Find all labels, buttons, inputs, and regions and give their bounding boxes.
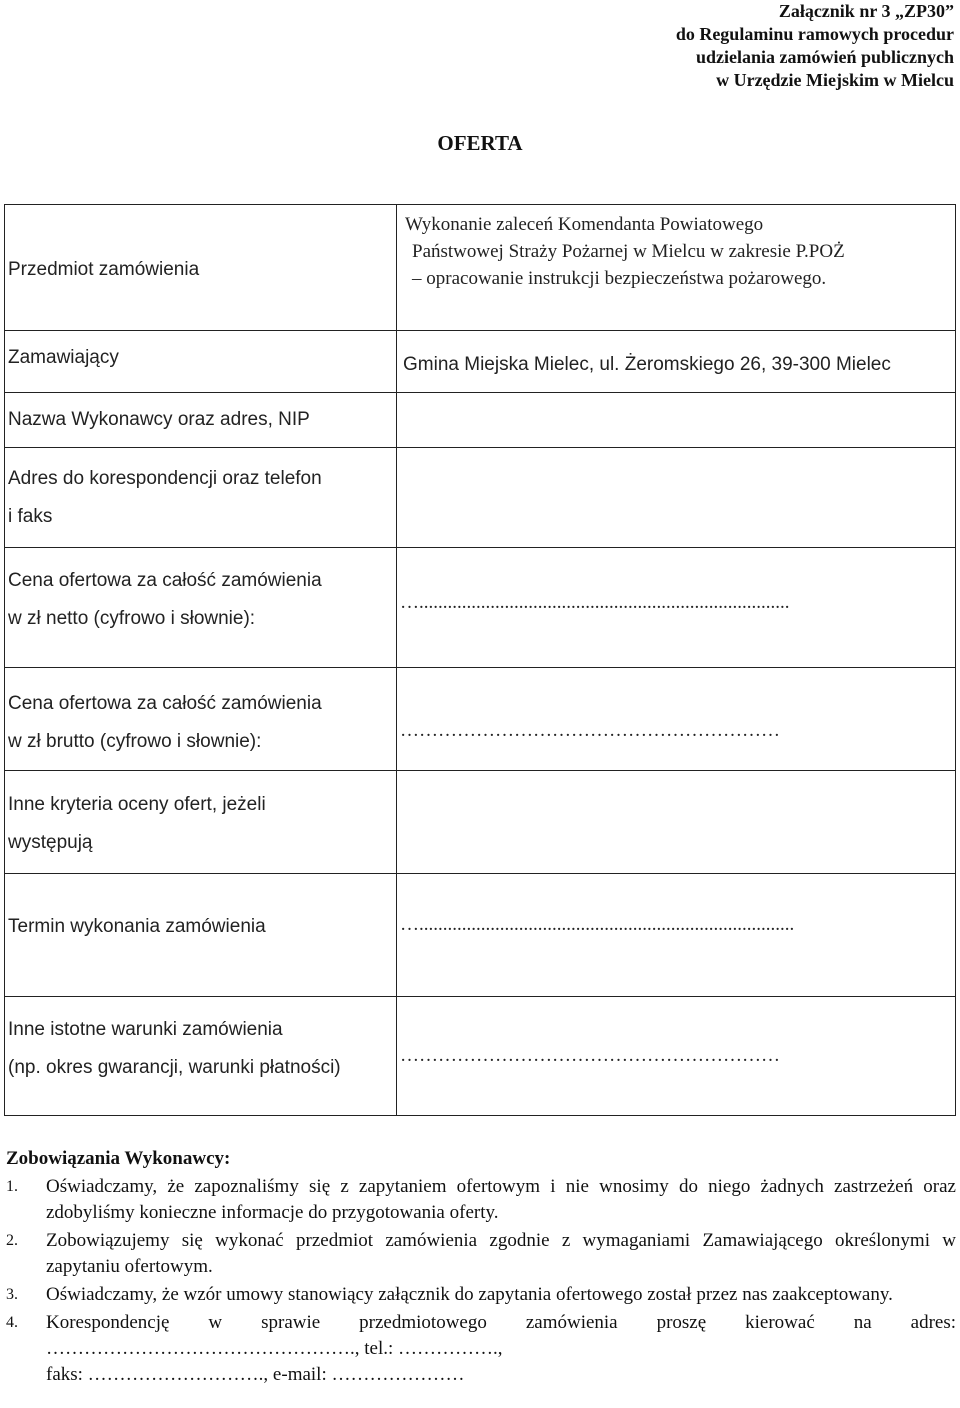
attachment-header-line4: w Urzędzie Miejskim w Mielcu (716, 70, 954, 90)
table-divider (4, 770, 955, 771)
list-item-number: 2. (6, 1232, 18, 1249)
list-item (6, 1282, 956, 1308)
gross-price-field[interactable]: …………………………………………………… (400, 720, 780, 741)
table-divider (4, 873, 955, 874)
page-title: OFERTA (437, 131, 523, 155)
net-price-label-line2: w zł netto (cyfrowo i słownie): (8, 608, 256, 629)
obligations-title: Zobowiązania Wykonawcy: (6, 1148, 231, 1169)
contractor-obligations (6, 1146, 956, 1388)
criteria-label (8, 786, 266, 862)
net-price-field[interactable]: ….............................................................................. (400, 592, 790, 613)
criteria-label-line1: Inne kryteria oceny ofert, jeżeli (8, 794, 266, 815)
table-divider (4, 447, 955, 448)
address-label-line2: i faks (8, 506, 53, 527)
address-label (8, 460, 322, 536)
conditions-label-line1: Inne istotne warunki zamówienia (8, 1019, 283, 1040)
list-item-number: 3. (6, 1286, 18, 1303)
conditions-label-line2: (np. okres gwarancji, warunki płatności) (8, 1057, 341, 1078)
list-item-text: Oświadczamy, że wzór umowy stanowiący załącznik do zapytania ofertowego został przez nas zaakceptowany. (46, 1284, 893, 1305)
conditions-label (8, 1011, 341, 1087)
list-item-number: 1. (6, 1178, 18, 1195)
list-item (6, 1174, 956, 1226)
deadline-label: Termin wykonania zamówienia (8, 916, 266, 937)
subject-value (405, 211, 950, 292)
subject-value-line2: Państwowej Straży Pożarnej w Mielcu w zakresie P.POŻ (412, 241, 845, 262)
table-border-left (4, 204, 5, 1116)
list-item (6, 1310, 956, 1388)
table-divider (4, 547, 955, 548)
list-item-text: Zobowiązujemy się wykonać przedmiot zamówienia zgodnie z wymaganiami Zamawiającego określonymi w zapytaniu ofertowym. (46, 1230, 956, 1277)
gross-price-label-line1: Cena ofertowa za całość zamówienia (8, 693, 322, 714)
gross-price-label (8, 685, 322, 761)
list-item-text (46, 1310, 956, 1388)
subject-value-line1: Wykonanie zaleceń Komendanta Powiatowego (405, 214, 764, 235)
attachment-header-line3: udzielania zamówień publicznych (695, 47, 954, 67)
subject-value-line3: – opracowanie instrukcji bezpieczeństwa pożarowego. (412, 268, 827, 289)
conditions-field[interactable]: …………………………………………………… (400, 1045, 780, 1066)
table-border-top (4, 204, 955, 205)
table-border-bottom (4, 1115, 955, 1116)
correspondence-instruction: Korespondencję w sprawie przedmiotowego zamówienia proszę kierować na adres: (46, 1312, 956, 1333)
table-divider (4, 667, 955, 668)
ordering-party-label: Zamawiający (8, 347, 119, 368)
correspondence-address-field[interactable]: …………………………………………., tel.: ……………., (46, 1338, 503, 1359)
correspondence-fax-email-field[interactable]: faks: ………………………., e-mail: ………………… (46, 1364, 465, 1385)
table-border-right (955, 204, 956, 1116)
net-price-label (8, 562, 322, 638)
attachment-header-line2: do Regulaminu ramowych procedur (675, 24, 954, 44)
ordering-party-value: Gmina Miejska Mielec, ul. Żeromskiego 26, 39-300 Mielec (403, 354, 891, 375)
net-price-label-line1: Cena ofertowa za całość zamówienia (8, 570, 322, 591)
table-divider (4, 330, 955, 331)
list-item-text: Oświadczamy, że zapoznaliśmy się z zapytaniem ofertowym i nie wnosimy do niego żadnych zastrzeżeń oraz zdobyliśmy konieczne informacje do przygotowania oferty. (46, 1176, 956, 1223)
list-item-number: 4. (6, 1314, 18, 1331)
list-item (6, 1228, 956, 1280)
table-column-divider (396, 204, 397, 1116)
contractor-label: Nazwa Wykonawcy oraz adres, NIP (8, 409, 310, 430)
subject-label: Przedmiot zamówienia (8, 259, 200, 280)
deadline-field[interactable]: …............................................................................... (400, 914, 795, 935)
criteria-label-line2: występują (8, 832, 93, 853)
table-divider (4, 392, 955, 393)
attachment-header-line1: Załącznik nr 3 „ZP30” (778, 1, 954, 21)
table-divider (4, 996, 955, 997)
gross-price-label-line2: w zł brutto (cyfrowo i słownie): (8, 731, 262, 752)
address-label-line1: Adres do korespondencji oraz telefon (8, 468, 322, 489)
